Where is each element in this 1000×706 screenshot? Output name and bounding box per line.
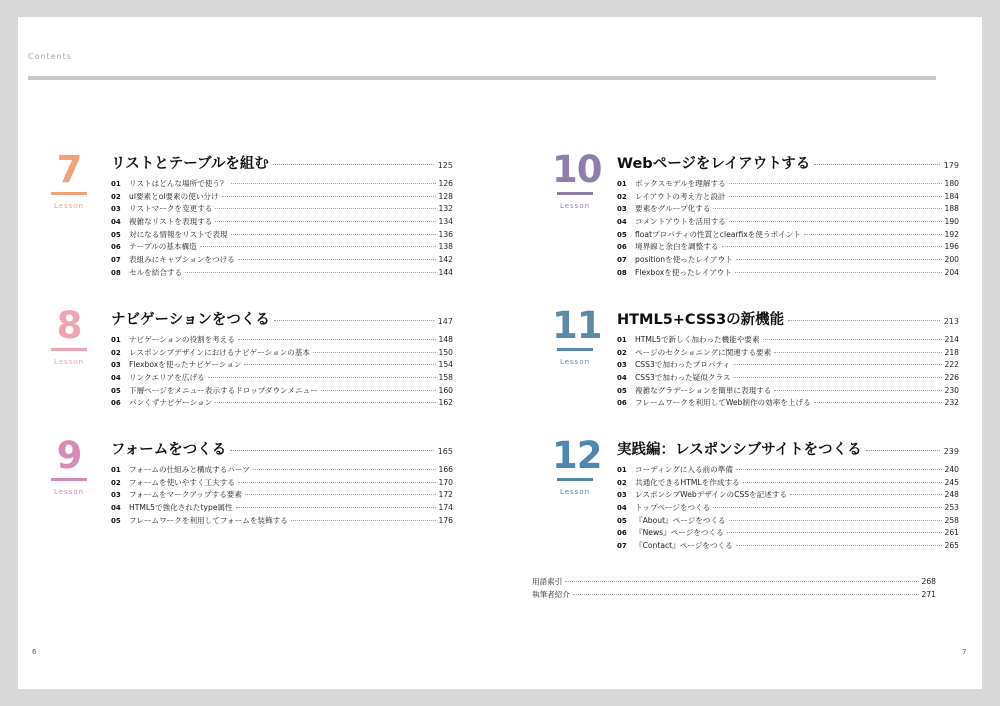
- chapter-heading[interactable]: [111, 308, 453, 329]
- item-number: 05: [617, 386, 627, 395]
- item-title[interactable]: トップページをつくる: [635, 503, 711, 513]
- leader-dots: [215, 402, 435, 403]
- leader-dots: [238, 259, 436, 260]
- chapter-number: 11: [552, 304, 602, 347]
- item-title[interactable]: 対になる情報をリストで表現: [129, 229, 228, 239]
- leader-dots: [208, 377, 436, 378]
- item-title[interactable]: HTML5で新しく加わった機能や要素: [635, 335, 760, 344]
- leader-dots: [321, 390, 436, 391]
- chapter-title[interactable]: Webページをレイアウトする: [617, 156, 811, 172]
- item-title[interactable]: 共通化できるHTMLを作成する: [635, 477, 740, 487]
- leader-dots: [814, 164, 939, 165]
- leader-dots: [735, 272, 942, 273]
- leader-dots: [736, 259, 942, 260]
- lesson-list: [617, 178, 959, 280]
- item-number: 02: [617, 478, 627, 487]
- item-title[interactable]: フォームを使いやすく工夫する: [129, 477, 235, 487]
- item-page: 148: [438, 335, 453, 344]
- item-number: 07: [617, 542, 627, 551]
- toc-item[interactable]: [617, 385, 959, 398]
- item-title[interactable]: 複雑なリストを表現する: [129, 217, 213, 227]
- leader-dots: [814, 402, 942, 403]
- item-page: 126: [438, 179, 453, 188]
- lesson-list: [617, 464, 959, 553]
- toc-item[interactable]: [111, 464, 453, 477]
- item-title[interactable]: リストはどんな場所で使う？: [129, 179, 228, 188]
- leader-dots: [185, 272, 435, 273]
- item-number: 06: [617, 399, 627, 408]
- chapter-heading[interactable]: [111, 152, 453, 173]
- item-title[interactable]: 複雑なグラデーションを簡単に表現する: [635, 385, 772, 395]
- chapter-page: 165: [437, 447, 453, 456]
- item-number: 04: [111, 504, 121, 513]
- leader-dots: [788, 320, 940, 321]
- lesson-bar: [557, 348, 593, 351]
- item-page: 265: [944, 541, 959, 551]
- item-title[interactable]: コメントアウトを活用する: [635, 217, 726, 227]
- item-page: 226: [944, 373, 959, 383]
- item-title[interactable]: CSS3で加わった疑似クラス: [635, 373, 731, 383]
- item-number: 02: [111, 192, 121, 201]
- item-number: 01: [617, 180, 627, 188]
- item-page: 160: [438, 385, 453, 395]
- appendix-page: 268: [921, 577, 936, 586]
- leader-dots: [215, 221, 435, 222]
- chapter-title[interactable]: ナビゲーションをつくる: [111, 312, 270, 328]
- item-title[interactable]: リストマークを変更する: [129, 204, 213, 214]
- leader-dots: [222, 196, 436, 197]
- appendix-page: 271: [921, 589, 936, 599]
- toc-item[interactable]: [617, 515, 959, 528]
- lesson-label: Lesson: [53, 358, 85, 366]
- toc-item[interactable]: [617, 464, 959, 477]
- toc-item[interactable]: [111, 347, 453, 360]
- lesson-label: Lesson: [559, 488, 591, 496]
- toc-item[interactable]: [617, 359, 959, 372]
- item-title[interactable]: レスポンシブWebデザインのCSSを記述する: [635, 490, 788, 500]
- item-page: 190: [944, 217, 959, 227]
- chapter-page: 179: [943, 161, 959, 170]
- lesson-badge: [46, 304, 92, 366]
- lesson-list: [111, 334, 453, 410]
- item-page: 158: [438, 373, 453, 383]
- lesson-badge: [46, 148, 92, 210]
- item-page: 230: [944, 385, 959, 395]
- leader-dots: [236, 507, 436, 508]
- item-title[interactable]: フレームワークを利用してWeb制作の効率を上げる: [635, 398, 811, 408]
- leader-dots: [733, 364, 941, 365]
- item-number: 01: [111, 180, 121, 188]
- contents-header: Contents: [28, 52, 72, 61]
- item-page: 166: [438, 465, 453, 474]
- item-page: 196: [944, 242, 959, 252]
- lesson-bar: [51, 192, 87, 195]
- chapter-title[interactable]: HTML5+CSS3の新機能: [617, 312, 785, 328]
- toc-item[interactable]: [617, 216, 959, 229]
- toc-item[interactable]: [617, 347, 959, 360]
- toc-item[interactable]: [111, 254, 453, 267]
- leader-dots: [231, 183, 436, 184]
- leader-dots: [722, 246, 942, 247]
- item-title[interactable]: レスポンシブデザインにおけるナビゲーションの基本: [129, 347, 310, 357]
- toc-item[interactable]: [111, 241, 453, 254]
- leader-dots: [231, 234, 436, 235]
- chapter-number: 12: [552, 434, 602, 477]
- leader-dots: [713, 208, 941, 209]
- lesson-list: [111, 464, 453, 527]
- leader-dots: [736, 469, 942, 470]
- leader-dots: [736, 545, 942, 546]
- item-page: 192: [944, 229, 959, 239]
- leader-dots: [313, 352, 436, 353]
- item-page: 132: [438, 204, 453, 214]
- leader-dots: [291, 520, 436, 521]
- item-title[interactable]: フォームの仕組みと構成するパーツ: [129, 465, 250, 474]
- item-number: 02: [617, 192, 627, 201]
- item-page: 218: [944, 347, 959, 357]
- item-number: 01: [617, 336, 627, 344]
- item-page: 214: [944, 335, 959, 344]
- toc-item[interactable]: [111, 477, 453, 490]
- toc-item[interactable]: [617, 527, 959, 540]
- item-title[interactable]: リンクエリアを広げる: [129, 373, 205, 383]
- item-number: 06: [617, 529, 627, 538]
- leader-dots: [215, 208, 435, 209]
- chapter-page: 213: [943, 317, 959, 326]
- item-page: 128: [438, 191, 453, 201]
- toc-item[interactable]: [111, 489, 453, 502]
- toc-item[interactable]: [111, 216, 453, 229]
- item-number: 05: [111, 516, 121, 525]
- lesson-bar: [51, 348, 87, 351]
- item-page: 150: [438, 347, 453, 357]
- item-page: 170: [438, 477, 453, 487]
- item-page: 174: [438, 503, 453, 513]
- leader-dots: [238, 482, 436, 483]
- item-number: 06: [111, 243, 121, 252]
- item-number: 03: [111, 361, 121, 370]
- item-title[interactable]: レイアウトの考え方と設計: [635, 191, 726, 201]
- toc-item[interactable]: [111, 229, 453, 242]
- item-page: 142: [438, 255, 453, 265]
- item-page: 162: [438, 398, 453, 408]
- leader-dots: [790, 494, 941, 495]
- item-number: 07: [617, 256, 627, 265]
- toc-item[interactable]: [617, 254, 959, 267]
- chapter-page: 239: [943, 447, 959, 456]
- leader-dots: [274, 320, 434, 321]
- leader-dots: [727, 532, 942, 533]
- toc-item[interactable]: [111, 397, 453, 410]
- item-title[interactable]: ボックスモデルを理解する: [635, 179, 726, 188]
- item-number: 04: [111, 218, 121, 227]
- item-number: 03: [617, 491, 627, 500]
- lesson-badge: [552, 148, 602, 210]
- item-title[interactable]: フレームワークを利用してフォームを装飾する: [129, 515, 288, 525]
- leader-dots: [273, 164, 434, 165]
- item-title[interactable]: ナビゲーションの役割を考える: [129, 335, 236, 344]
- lesson-bar: [557, 478, 593, 481]
- item-page: 258: [944, 515, 959, 525]
- toc-item[interactable]: [111, 502, 453, 515]
- toc-item[interactable]: [617, 229, 959, 242]
- lesson-badge: [552, 304, 602, 366]
- toc-item[interactable]: [617, 397, 959, 410]
- item-number: 03: [617, 205, 627, 214]
- leader-dots: [238, 339, 435, 340]
- item-number: 04: [617, 374, 627, 383]
- item-page: 184: [944, 191, 959, 201]
- item-number: 05: [111, 230, 121, 239]
- item-number: 04: [617, 218, 627, 227]
- item-page: 134: [438, 217, 453, 227]
- item-title[interactable]: セルを結合する: [129, 267, 183, 277]
- leader-dots: [573, 594, 919, 595]
- toc-item[interactable]: [111, 515, 453, 528]
- leader-dots: [713, 507, 941, 508]
- lesson-label: Lesson: [53, 202, 85, 210]
- item-page: 222: [944, 360, 959, 370]
- toc-item[interactable]: [617, 334, 959, 347]
- item-number: 05: [617, 230, 627, 239]
- chapter-number: 7: [56, 148, 82, 191]
- item-title[interactable]: HTML5で強化されたtype属性: [129, 503, 233, 513]
- toc-item[interactable]: [617, 502, 959, 515]
- chapter-heading[interactable]: [617, 308, 959, 329]
- item-number: 01: [617, 466, 627, 474]
- item-number: 03: [111, 491, 121, 500]
- leader-dots: [565, 581, 918, 582]
- chapter-page: 147: [437, 317, 453, 326]
- item-title[interactable]: CSS3で加わったプロパティ: [635, 360, 731, 370]
- item-title[interactable]: positionを使ったレイアウト: [635, 255, 733, 265]
- lesson-label: Lesson: [559, 202, 591, 210]
- item-page: 188: [944, 204, 959, 214]
- item-page: 138: [438, 242, 453, 252]
- toc-item[interactable]: [617, 178, 959, 191]
- item-title[interactable]: floatプロパティの性質とclearfixを使うポイント: [635, 229, 801, 239]
- item-title[interactable]: Flexboxを使ったナビゲーション: [129, 360, 242, 370]
- item-number: 06: [617, 243, 627, 252]
- chapter-title[interactable]: 実践編：レスポンシブサイトをつくる: [617, 442, 862, 458]
- item-number: 08: [617, 268, 627, 277]
- leader-dots: [729, 196, 942, 197]
- folio-left: 6: [32, 648, 37, 656]
- leader-dots: [244, 364, 435, 365]
- chapter-title[interactable]: フォームをつくる: [111, 442, 227, 458]
- item-page: 172: [438, 490, 453, 500]
- appendix-list: [532, 576, 936, 601]
- chapter-page: 125: [437, 161, 453, 170]
- toc-item[interactable]: [111, 385, 453, 398]
- item-title[interactable]: ページのセクショニングに関連する要素: [635, 347, 772, 357]
- item-title[interactable]: コーディングに入る前の準備: [635, 465, 733, 474]
- item-title[interactable]: 『About』ページをつくる: [635, 515, 726, 525]
- chapter-number: 8: [56, 304, 82, 347]
- item-number: 03: [111, 205, 121, 214]
- item-page: 261: [944, 528, 959, 538]
- item-number: 07: [111, 256, 121, 265]
- appendix-title[interactable]: 用語索引: [532, 577, 563, 586]
- item-number: 06: [111, 399, 121, 408]
- item-page: 180: [944, 179, 959, 188]
- item-title[interactable]: 『Contact』ページをつくる: [635, 541, 733, 551]
- leader-dots: [774, 390, 941, 391]
- chapter-heading[interactable]: [111, 438, 453, 459]
- item-page: 154: [438, 360, 453, 370]
- item-number: 04: [617, 504, 627, 513]
- toc-item[interactable]: [111, 191, 453, 204]
- leader-dots: [729, 221, 942, 222]
- lesson-bar: [557, 192, 593, 195]
- leader-dots: [253, 469, 436, 470]
- leader-dots: [866, 450, 940, 451]
- leader-dots: [804, 234, 942, 235]
- item-page: 176: [438, 515, 453, 525]
- leader-dots: [774, 352, 941, 353]
- item-number: 02: [111, 478, 121, 487]
- item-page: 204: [944, 267, 959, 277]
- item-title[interactable]: フォームをマークアップする要素: [129, 490, 242, 500]
- toc-item[interactable]: [111, 267, 453, 280]
- toc-item[interactable]: [111, 334, 453, 347]
- item-number: 03: [617, 361, 627, 370]
- appendix-item[interactable]: [532, 589, 936, 602]
- item-title[interactable]: 境界線と余白を調整する: [635, 242, 719, 252]
- leader-dots: [763, 339, 942, 340]
- toc-item[interactable]: [617, 489, 959, 502]
- folio-right: 7: [962, 648, 967, 656]
- item-number: 04: [111, 374, 121, 383]
- lesson-badge: [552, 434, 602, 496]
- item-number: 08: [111, 268, 121, 277]
- lesson-badge: [46, 434, 92, 496]
- toc-item[interactable]: [111, 359, 453, 372]
- item-title[interactable]: 下層ページをメニュー表示するドロップダウンメニュー: [129, 385, 318, 395]
- toc-item[interactable]: [617, 267, 959, 280]
- leader-dots: [733, 377, 941, 378]
- leader-dots: [245, 494, 436, 495]
- chapter-heading[interactable]: [617, 438, 959, 459]
- leader-dots: [230, 450, 433, 451]
- lesson-label: Lesson: [559, 358, 591, 366]
- toc-item[interactable]: [617, 540, 959, 553]
- item-page: 253: [944, 503, 959, 513]
- leader-dots: [729, 183, 942, 184]
- appendix-item[interactable]: [532, 576, 936, 589]
- item-number: 01: [111, 466, 121, 474]
- toc-item[interactable]: [617, 372, 959, 385]
- toc-item[interactable]: [111, 203, 453, 216]
- item-title[interactable]: 要素をグループ化する: [635, 204, 711, 214]
- item-title[interactable]: テーブルの基本構造: [129, 242, 197, 252]
- item-title[interactable]: 『News』ページをつくる: [635, 528, 724, 538]
- chapter-heading[interactable]: [617, 152, 959, 173]
- toc-item[interactable]: [617, 477, 959, 490]
- item-number: 01: [111, 336, 121, 344]
- appendix-title[interactable]: 執筆者紹介: [532, 589, 570, 599]
- chapter-title[interactable]: リストとテーブルを組む: [111, 156, 269, 172]
- toc-item[interactable]: [617, 241, 959, 254]
- item-number: 05: [617, 516, 627, 525]
- item-title[interactable]: Flexboxを使ったレイアウト: [635, 267, 732, 277]
- item-page: 245: [944, 477, 959, 487]
- item-page: 232: [944, 398, 959, 408]
- leader-dots: [200, 246, 436, 247]
- toc-item[interactable]: [617, 203, 959, 216]
- item-page: 248: [944, 490, 959, 500]
- item-number: 02: [617, 348, 627, 357]
- leader-dots: [743, 482, 942, 483]
- item-page: 136: [438, 229, 453, 239]
- chapter-number: 9: [56, 434, 82, 477]
- item-title[interactable]: 表組みにキャプションをつける: [129, 255, 235, 265]
- lesson-bar: [51, 478, 87, 481]
- item-page: 240: [944, 465, 959, 474]
- toc-item[interactable]: [111, 372, 453, 385]
- toc-item[interactable]: [617, 191, 959, 204]
- item-title[interactable]: ul要素とol要素の使い分け: [129, 191, 219, 201]
- chapter-number: 10: [552, 148, 602, 191]
- lesson-label: Lesson: [53, 488, 85, 496]
- leader-dots: [729, 520, 942, 521]
- lesson-list: [617, 334, 959, 410]
- toc-item[interactable]: [111, 178, 453, 191]
- header-rule: [28, 76, 936, 80]
- item-page: 144: [438, 267, 453, 277]
- item-number: 02: [111, 348, 121, 357]
- lesson-list: [111, 178, 453, 280]
- item-title[interactable]: パンくずナビゲーション: [129, 398, 213, 408]
- item-page: 200: [944, 255, 959, 265]
- item-number: 05: [111, 386, 121, 395]
